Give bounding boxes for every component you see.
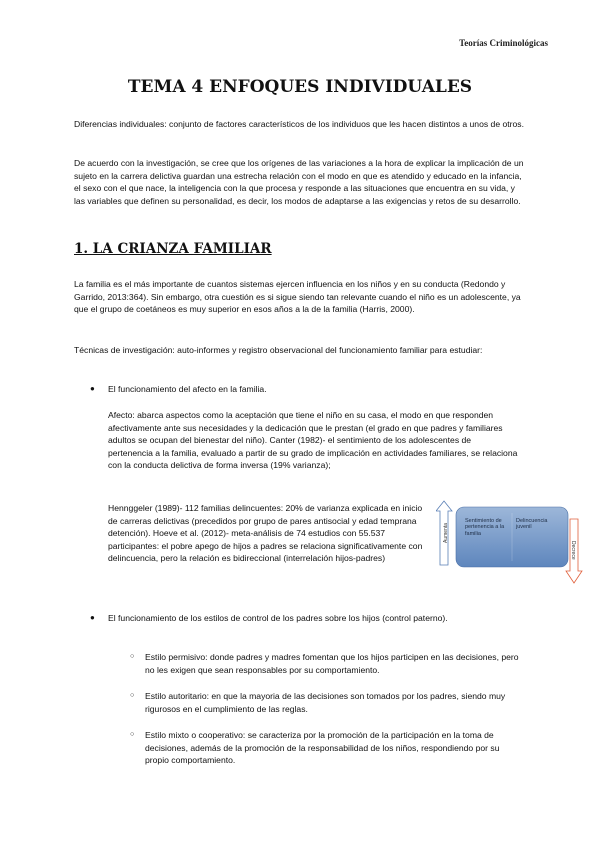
- intro-paragraph-1: Diferencias individuales: conjunto de factores característicos de los individuos que les hacen distintos a unos de otros.: [74, 119, 524, 129]
- bullet-dot: ●: [90, 384, 95, 393]
- up-label: Aumenta: [443, 522, 449, 543]
- section-paragraph-2: Técnicas de investigación: auto-informes y registro observacional del funcionamiento familiar para estudiar:: [74, 345, 483, 355]
- bullet-dot: ●: [90, 613, 95, 622]
- intro-paragraph-2: De acuerdo con la investigación, se cree que los orígenes de las variaciones a la hora de explicar la implicación de un sujeto en la carrera delictiva guardan una estrecha relación con el modo en que es atendido y educado en la infancia, el sexo con el que nace, la inteligencia con la que procesa y responde a las situaciones que encuentra en su vida, y las variables que definen su personalidad, es decir, los modos de adaptarse a las exigencias y retos de su desarrollo.: [74, 158, 524, 206]
- course-header: Teorías Criminológicas: [459, 38, 548, 48]
- henggeler-paragraph: Hennggeler (1989)- 112 familias delincuentes: 20% de varianza explicada en inicio de carreras delictivas (precedidos por grupo de pares antisocial y edad temprana detención). Hoeve et al. (2012)- meta-análisis de 74 estudios con 55.537 participantes: el pobre apego de hijos a padres se relaciona significativamente con delincuencia, pero la relación es bidireccional (interrelación hijos-padres): [108, 503, 423, 564]
- afecto-paragraph: Afecto: abarca aspectos como la aceptación que tiene el niño en su casa, el modo en que responden afectivamente ante sus necesidades y la dedicación que le prestan (el grado en que padres y familiares adultos se ocupan del bienestar del niño). Canter (1982)- el sentimiento de los adolescentes de pertenencia a la familia, evaluado a partir de su grado de implicación en actividades familiares, se relaciona con la conducta delictiva de forma inversa (19% varianza);: [108, 410, 518, 471]
- style-autoritario: Estilo autoritario: en que la mayoria de las decisiones son tomados por los padres, siendo muy rigurosos en el cumplimiento de las reglas.: [145, 691, 506, 714]
- section-paragraph-1: La familia es el más importante de cuantos sistemas ejercen influencia en los niños y en su conducta (Redondo y Garrido, 2013:364). Sin embargo, otra cuestión es si sigue siendo tan relevante cuando el niño es un adolescente, ya que el grupo de coetáneos es muy superior en esos años a la de la familia (Harris, 2000).: [74, 279, 521, 315]
- style-permisivo: Estilo permisivo: donde padres y madres fomentan que los hijos participen en las decisiones, pero no les exigen que sean responsables por su comportamiento.: [145, 652, 519, 675]
- page-title: TEMA 4 ENFOQUES INDIVIDUALES: [127, 77, 473, 97]
- sub-bullet: ○: [130, 692, 135, 699]
- sub-bullet: ○: [130, 653, 135, 660]
- section-heading: 1. LA CRIANZA FAMILIAR: [74, 241, 272, 257]
- diagram-box-1: Sentimiento de pertenencia a la familia: [465, 518, 505, 537]
- bullet-afecto: El funcionamiento del afecto en la familia.: [108, 384, 267, 394]
- bullet-control: El funcionamiento de los estilos de control de los padres sobre los hijos (control paterno).: [108, 613, 448, 623]
- diagram-box-2: Delincuencia juvenil: [516, 518, 548, 531]
- style-mixto: Estilo mixto o cooperativo: se caracteriza por la promoción de la participación en la toma de decisiones, además de la promoción de la responsabilidad de los niños, respondiendo por su propio comportamiento.: [145, 730, 500, 766]
- down-label: Decrece: [570, 541, 576, 560]
- sub-bullet: ○: [130, 731, 135, 738]
- relationship-diagram: [436, 499, 586, 585]
